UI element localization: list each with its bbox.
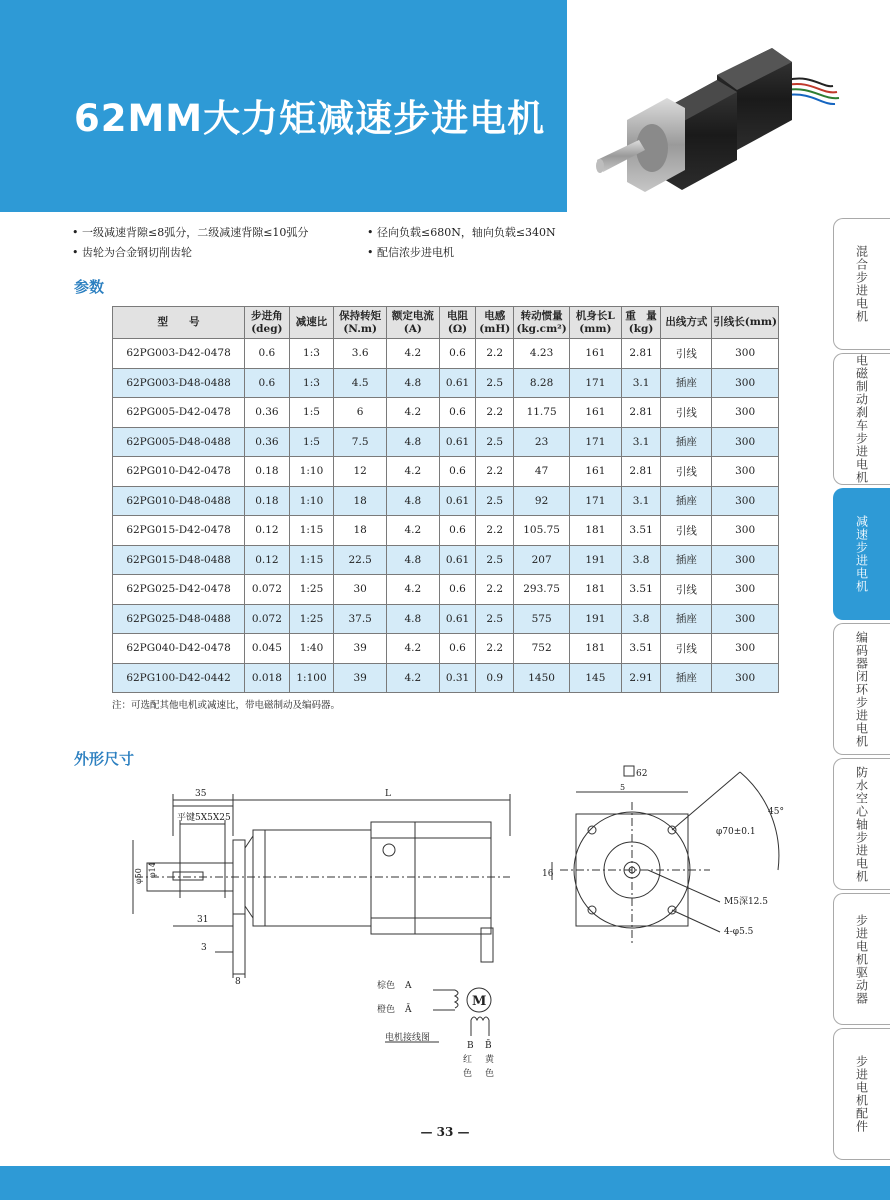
table-cell: 30 — [334, 575, 387, 605]
table-cell: 3.8 — [621, 604, 661, 634]
table-cell: 引线 — [661, 634, 712, 664]
table-row — [113, 486, 779, 516]
side-tab-label: 步进电机驱动器 — [854, 913, 869, 1005]
header-banner — [0, 0, 567, 212]
table-row — [113, 634, 779, 664]
table-cell: 3.1 — [621, 486, 661, 516]
table-cell: 0.072 — [245, 604, 290, 634]
table-cell: 161 — [570, 398, 622, 428]
table-cell: 300 — [712, 427, 779, 457]
table-row — [113, 339, 779, 369]
table-cell: 1:25 — [289, 604, 334, 634]
table-cell: 62PG040-D42-0478 — [113, 634, 245, 664]
table-cell: 4.5 — [334, 368, 387, 398]
key-width-label: 5 — [620, 783, 626, 792]
side-tab-waterproof-stepper[interactable] — [833, 758, 890, 890]
table-cell: 39 — [334, 663, 387, 693]
table-cell: 6 — [334, 398, 387, 428]
dim-16-label: 16 — [542, 869, 554, 879]
phase-b-bar: B̄ — [485, 1041, 492, 1051]
table-cell: 300 — [712, 545, 779, 575]
footer-bar — [0, 1166, 890, 1200]
table-cell: 300 — [712, 516, 779, 546]
table-cell: 1:15 — [289, 545, 334, 575]
wire-yellow-suffix: 色 — [485, 1069, 495, 1079]
table-cell: 2.5 — [476, 427, 514, 457]
table-row — [113, 604, 779, 634]
table-cell: 62PG003-D42-0478 — [113, 339, 245, 369]
table-cell: 2.81 — [621, 339, 661, 369]
dia50-label: φ50 — [134, 868, 143, 884]
header-lead-length: 引线长(mm) — [712, 307, 779, 339]
table-cell: 62PG005-D48-0488 — [113, 427, 245, 457]
dim-8: 8 — [235, 977, 241, 987]
dim-35: 35 — [195, 789, 207, 799]
side-tab-gear-stepper[interactable] — [833, 488, 890, 620]
table-cell: 0.6 — [439, 339, 476, 369]
feature-item: • 齿轮为合金钢切削齿轮 — [72, 246, 192, 259]
header-weight: 重 量 (kg) — [621, 307, 661, 339]
table-cell: 62PG015-D42-0478 — [113, 516, 245, 546]
table-cell: 2.5 — [476, 486, 514, 516]
wire-red-suffix: 色 — [463, 1069, 473, 1079]
table-cell: 300 — [712, 368, 779, 398]
header-length: 机身长L (mm) — [570, 307, 622, 339]
table-cell: 3.1 — [621, 368, 661, 398]
table-cell: 0.018 — [245, 663, 290, 693]
table-cell: 3.6 — [334, 339, 387, 369]
table-cell: 1:3 — [289, 368, 334, 398]
table-cell: 62PG025-D48-0488 — [113, 604, 245, 634]
table-cell: 161 — [570, 339, 622, 369]
table-cell: 2.2 — [476, 634, 514, 664]
table-cell: 0.6 — [439, 634, 476, 664]
side-tab-label: 混合步进电机 — [854, 245, 869, 323]
table-cell: 752 — [514, 634, 570, 664]
table-cell: 2.91 — [621, 663, 661, 693]
table-cell: 62PG025-D42-0478 — [113, 575, 245, 605]
phase-b: B — [467, 1041, 474, 1051]
table-cell: 2.81 — [621, 457, 661, 487]
table-cell: 62PG003-D48-0488 — [113, 368, 245, 398]
table-cell: 22.5 — [334, 545, 387, 575]
table-cell: 1:5 — [289, 427, 334, 457]
table-cell: 插座 — [661, 545, 712, 575]
table-cell: 3.1 — [621, 427, 661, 457]
table-cell: 3.51 — [621, 575, 661, 605]
table-cell: 1:10 — [289, 486, 334, 516]
table-cell: 4.8 — [387, 545, 440, 575]
side-tab-accessories[interactable] — [833, 1028, 890, 1160]
table-cell: 0.61 — [439, 604, 476, 634]
table-cell: 4.8 — [387, 604, 440, 634]
table-cell: 23 — [514, 427, 570, 457]
front-view-drawing — [540, 762, 800, 1002]
table-row — [113, 545, 779, 575]
dia14-label: φ14 — [148, 862, 157, 878]
feature-item: • 配信浓步进电机 — [367, 246, 454, 259]
wiring-caption: 电机接线图 — [385, 1033, 431, 1043]
table-cell: 2.5 — [476, 545, 514, 575]
table-cell: 2.2 — [476, 398, 514, 428]
phase-a: A — [405, 981, 412, 991]
table-cell: 4.8 — [387, 368, 440, 398]
table-cell: 0.18 — [245, 486, 290, 516]
table-cell: 37.5 — [334, 604, 387, 634]
table-cell: 引线 — [661, 516, 712, 546]
header-torque: 保持转矩 (N.m) — [334, 307, 387, 339]
table-cell: 7.5 — [334, 427, 387, 457]
header-wiring: 出线方式 — [661, 307, 712, 339]
side-tab-label: 防水空心轴步进电机 — [854, 765, 869, 883]
side-view-drawing — [125, 778, 525, 988]
wire-yellow: 黄 — [485, 1055, 495, 1065]
table-cell: 0.072 — [245, 575, 290, 605]
header-resistance: 电阻 (Ω) — [439, 307, 476, 339]
params-heading: 参数 — [74, 278, 105, 296]
table-cell: 0.18 — [245, 457, 290, 487]
table-cell: 4.2 — [387, 516, 440, 546]
pcd-label: φ70±0.1 — [716, 827, 756, 837]
table-cell: 62PG005-D42-0478 — [113, 398, 245, 428]
wire-red: 红 — [463, 1055, 473, 1065]
table-cell: 0.6 — [439, 457, 476, 487]
table-cell: 300 — [712, 575, 779, 605]
table-cell: 1:100 — [289, 663, 334, 693]
square-label: 62 — [636, 769, 648, 779]
table-cell: 0.61 — [439, 545, 476, 575]
table-cell: 2.5 — [476, 368, 514, 398]
table-cell: 4.8 — [387, 427, 440, 457]
dim-L: L — [385, 789, 391, 799]
table-cell: 575 — [514, 604, 570, 634]
side-tab-driver[interactable] — [833, 893, 890, 1025]
dim-31: 31 — [197, 915, 209, 925]
table-cell: 1:25 — [289, 575, 334, 605]
motor-symbol: M — [472, 994, 487, 1009]
table-cell: 引线 — [661, 398, 712, 428]
table-row — [113, 427, 779, 457]
table-cell: 300 — [712, 634, 779, 664]
table-cell: 47 — [514, 457, 570, 487]
table-cell: 4.2 — [387, 457, 440, 487]
table-cell: 11.75 — [514, 398, 570, 428]
tap-label: M5深12.5 — [724, 897, 768, 907]
table-cell: 引线 — [661, 339, 712, 369]
angle-label: 45° — [768, 807, 784, 817]
table-cell: 3.8 — [621, 545, 661, 575]
side-tab-label: 编码器闭环步进电机 — [854, 630, 869, 748]
table-cell: 0.045 — [245, 634, 290, 664]
table-cell: 300 — [712, 663, 779, 693]
phase-a-bar: Ā — [405, 1005, 412, 1015]
table-cell: 4.2 — [387, 663, 440, 693]
table-cell: 4.2 — [387, 634, 440, 664]
wire-orange: 橙色 — [377, 1005, 396, 1015]
side-tab-closed-loop-stepper[interactable] — [833, 623, 890, 755]
table-row — [113, 516, 779, 546]
table-cell: 0.36 — [245, 427, 290, 457]
table-cell: 3.51 — [621, 634, 661, 664]
table-cell: 0.61 — [439, 427, 476, 457]
table-cell: 插座 — [661, 427, 712, 457]
table-cell: 18 — [334, 516, 387, 546]
table-cell: 引线 — [661, 457, 712, 487]
table-cell: 39 — [334, 634, 387, 664]
table-cell: 插座 — [661, 368, 712, 398]
table-cell: 191 — [570, 604, 622, 634]
table-cell: 0.36 — [245, 398, 290, 428]
table-cell: 181 — [570, 516, 622, 546]
table-cell: 1450 — [514, 663, 570, 693]
table-cell: 1:5 — [289, 398, 334, 428]
table-cell: 4.2 — [387, 398, 440, 428]
gear-motor-image — [567, 0, 890, 212]
table-cell: 207 — [514, 545, 570, 575]
header-current: 额定电流 (A) — [387, 307, 440, 339]
table-cell: 62PG010-D48-0488 — [113, 486, 245, 516]
table-cell: 105.75 — [514, 516, 570, 546]
table-cell: 0.61 — [439, 486, 476, 516]
header-ratio: 减速比 — [289, 307, 334, 339]
table-cell: 300 — [712, 339, 779, 369]
table-cell: 300 — [712, 398, 779, 428]
table-cell: 0.6 — [439, 516, 476, 546]
table-row — [113, 575, 779, 605]
table-cell: 1:15 — [289, 516, 334, 546]
page-title: 62MM大力矩减速步进电机 — [74, 97, 546, 140]
table-cell: 171 — [570, 486, 622, 516]
header-inertia: 转动惯量 (kg.cm²) — [514, 307, 570, 339]
table-cell: 2.2 — [476, 575, 514, 605]
table-row — [113, 457, 779, 487]
dim-3: 3 — [201, 943, 207, 953]
table-cell: 3.51 — [621, 516, 661, 546]
wiring-diagram — [375, 976, 535, 1084]
table-cell: 300 — [712, 457, 779, 487]
table-cell: 0.6 — [245, 339, 290, 369]
table-cell: 4.8 — [387, 486, 440, 516]
key-label: 平键5X5X25 — [177, 813, 231, 823]
table-cell: 2.2 — [476, 339, 514, 369]
table-cell: 161 — [570, 457, 622, 487]
table-cell: 62PG015-D48-0488 — [113, 545, 245, 575]
side-tab-label: 步进电机配件 — [854, 1055, 869, 1133]
holes-label: 4-φ5.5 — [724, 927, 754, 937]
table-cell: 62PG100-D42-0442 — [113, 663, 245, 693]
table-cell: 插座 — [661, 604, 712, 634]
table-cell: 插座 — [661, 663, 712, 693]
table-cell: 4.2 — [387, 575, 440, 605]
table-cell: 2.81 — [621, 398, 661, 428]
feature-item: • 径向负载≤680N，轴向负载≤340N — [367, 226, 556, 239]
table-cell: 0.12 — [245, 516, 290, 546]
dimensions-heading: 外形尺寸 — [74, 750, 135, 768]
table-cell: 92 — [514, 486, 570, 516]
table-cell: 0.61 — [439, 368, 476, 398]
table-cell: 181 — [570, 575, 622, 605]
table-cell: 191 — [570, 545, 622, 575]
table-cell: 4.23 — [514, 339, 570, 369]
table-cell: 引线 — [661, 575, 712, 605]
table-cell: 293.75 — [514, 575, 570, 605]
table-cell: 300 — [712, 604, 779, 634]
table-header-row — [113, 307, 779, 339]
header-step-angle: 步进角 (deg) — [245, 307, 290, 339]
table-row — [113, 368, 779, 398]
side-tab-hybrid-stepper[interactable] — [833, 218, 890, 350]
product-photo — [567, 0, 890, 212]
table-note: 注：可选配其他电机或减速比，带电磁制动及编码器。 — [112, 700, 341, 711]
table-cell: 0.6 — [245, 368, 290, 398]
table-cell: 2.2 — [476, 457, 514, 487]
table-cell: 62PG010-D42-0478 — [113, 457, 245, 487]
table-cell: 300 — [712, 486, 779, 516]
table-cell: 18 — [334, 486, 387, 516]
table-cell: 0.9 — [476, 663, 514, 693]
side-tab-brake-stepper[interactable] — [833, 353, 890, 485]
side-tab-label: 电磁制动刹车步进电机 — [854, 354, 869, 484]
side-tab-label: 减速步进电机 — [854, 515, 869, 593]
table-cell: 1:10 — [289, 457, 334, 487]
wire-brown: 棕色 — [377, 981, 396, 991]
table-cell: 4.2 — [387, 339, 440, 369]
spec-table — [112, 306, 779, 693]
table-cell: 171 — [570, 368, 622, 398]
page-number: — 33 — — [420, 1125, 470, 1139]
table-row — [113, 398, 779, 428]
table-cell: 2.2 — [476, 516, 514, 546]
table-cell: 插座 — [661, 486, 712, 516]
table-cell: 145 — [570, 663, 622, 693]
table-cell: 1:3 — [289, 339, 334, 369]
header-model: 型 号 — [113, 307, 245, 339]
table-cell: 0.6 — [439, 575, 476, 605]
table-row — [113, 663, 779, 693]
table-cell: 171 — [570, 427, 622, 457]
table-cell: 0.12 — [245, 545, 290, 575]
table-cell: 1:40 — [289, 634, 334, 664]
table-cell: 0.31 — [439, 663, 476, 693]
feature-item: • 一级减速背隙≤8弧分，二级减速背隙≤10弧分 — [72, 226, 309, 239]
table-cell: 12 — [334, 457, 387, 487]
table-cell: 0.6 — [439, 398, 476, 428]
table-cell: 2.5 — [476, 604, 514, 634]
table-cell: 181 — [570, 634, 622, 664]
header-inductance: 电感 (mH) — [476, 307, 514, 339]
table-cell: 8.28 — [514, 368, 570, 398]
